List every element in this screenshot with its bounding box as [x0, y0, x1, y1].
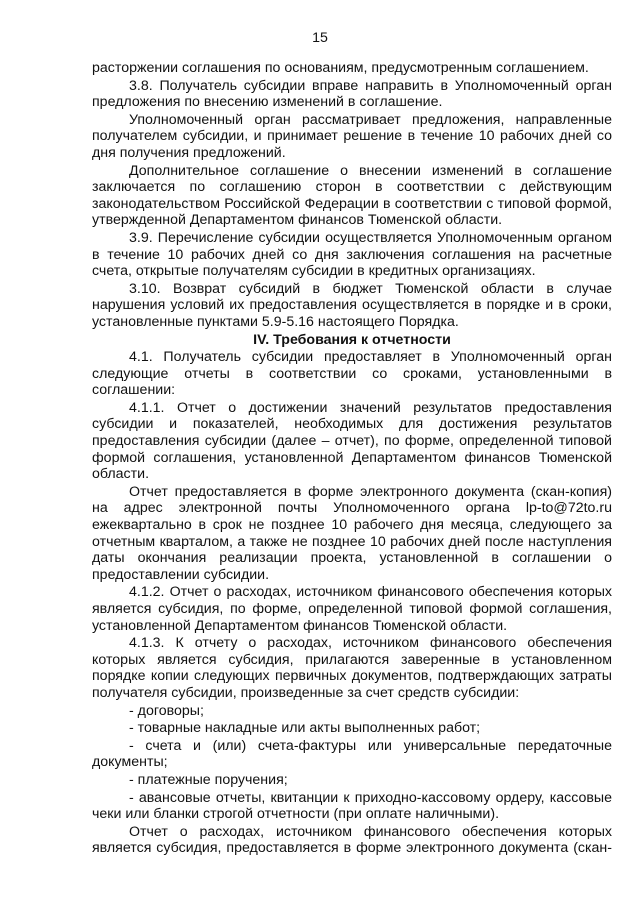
- paragraph: Дополнительное соглашение о внесении изменений в соглашение заключается по соглашению сторон в соответствии с действующим законодательством Российской Федерации в соответствии с типовой формой, утвержденной Департаментом финансов Тюменской области.: [92, 162, 612, 229]
- list-item: - товарные накладные или акты выполненных работ;: [129, 720, 481, 737]
- paragraph: 3.8. Получатель субсидии вправе направить в Уполномоченный орган предложения по внесению изменений в соглашение.: [92, 77, 612, 111]
- paragraph: Отчет о расходах, источником финансового обеспечения которых является субсидия, предоставляется в форме электронного документа (скан-: [92, 823, 612, 857]
- paragraph: 4.1.3. К отчету о расходах, источником финансового обеспечения которых является субсидия, прилагаются заверенные в установленном порядке копии следующих первичных документов, подтверждающих затраты получателя субсидии, произведенные за счет средств субсидии:: [92, 635, 612, 701]
- paragraph: 4.1. Получатель субсидии предоставляет в Уполномоченный орган следующие отчеты в соответствии со сроками, установленными в соглашении:: [92, 349, 612, 399]
- list-item: - договоры;: [129, 702, 204, 719]
- paragraph: 3.10. Возврат субсидий в бюджет Тюменской области в случае нарушения условий их предоставления осуществляется в порядке и в сроки, установленные пунктами 5.9-5.16 настоящего Порядка.: [92, 280, 612, 330]
- paragraph: расторжении соглашения по основаниям, предусмотренным соглашением.: [92, 60, 589, 76]
- paragraph: 4.1.2. Отчет о расходах, источником финансового обеспечения которых является субсидия, по форме, определенной типовой формой соглашения, установленной Департаментом финансов Тюменской области.: [92, 584, 612, 634]
- page-number: 15: [312, 30, 328, 46]
- paragraph: Уполномоченный орган рассматривает предложения, направленные получателем субсидии, и принимает решение в течение 10 рабочих дней со дня получения предложений.: [92, 111, 612, 161]
- list-item: - авансовые отчеты, квитанции к приходно-кассовому ордеру, кассовые чеки или бланки строгой отчетности (при оплате наличными).: [92, 789, 612, 823]
- paragraph: 3.9. Перечисление субсидии осуществляется Уполномоченным органом в течение 10 рабочих дней со дня заключения соглашения на расчетные счета, открытые получателям субсидии в кредитных организациях.: [92, 229, 612, 280]
- paragraph: Отчет предоставляется в форме электронного документа (скан-копия) на адрес электронной почты Уполномоченного органа lp-to@72to.ru ежеквартально в срок не позднее 10 рабочего дня месяца, следующего за отчетным кварталом, а также не позднее 10 рабочих дней после наступления даты окончания реализации проекта, установленной в соглашении о предоставлении субсидии.: [92, 483, 612, 583]
- document-body: [92, 60, 612, 858]
- list-item: - счета и (или) счета-фактуры или универсальные передаточные документы;: [92, 737, 612, 771]
- paragraph: 4.1.1. Отчет о достижении значений результатов предоставления субсидии и показателей, необходимых для достижения результатов предоставления субсидии (далее – отчет), по форме, определенной типовой формой соглашения, установленной Департаментом финансов Тюменской области.: [92, 399, 612, 483]
- section-heading: IV. Требования к отчетности: [253, 331, 451, 348]
- list-item: - платежные поручения;: [129, 771, 288, 788]
